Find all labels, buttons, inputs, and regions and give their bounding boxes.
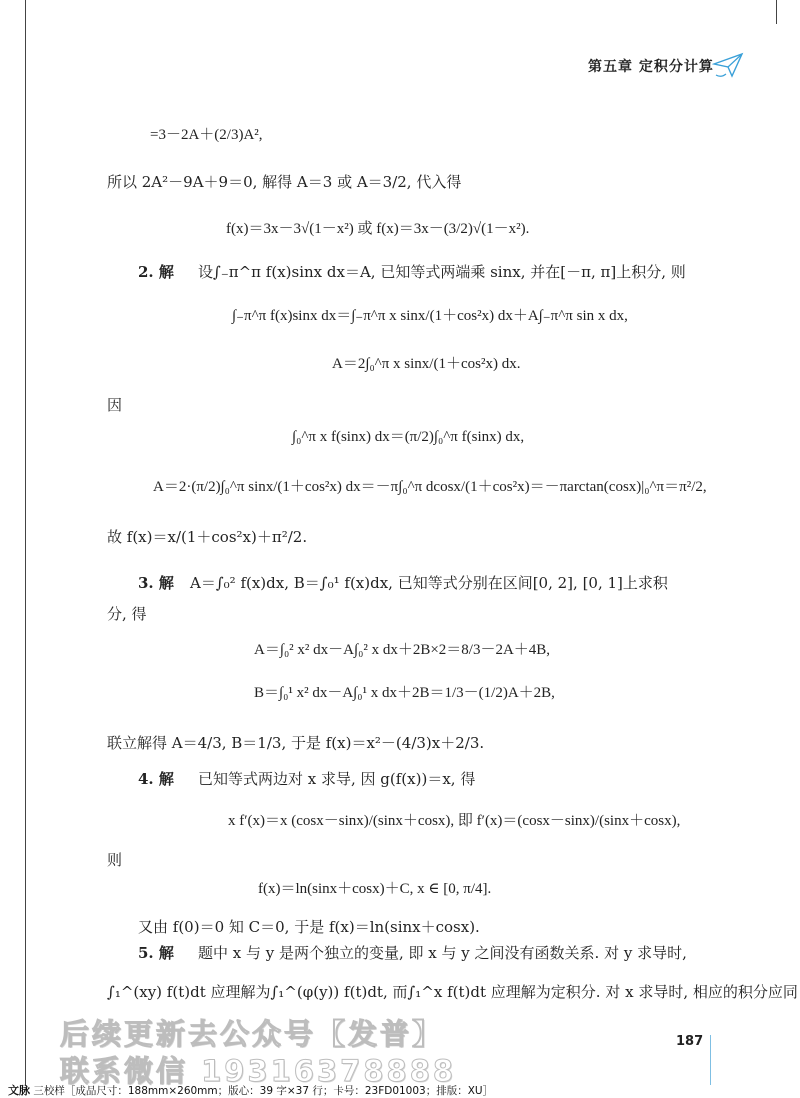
line-4-conclusion: 又由 f(0)＝0 知 C＝0, 于是 f(x)＝ln(sinx＋cosx). [138,918,480,936]
problem-4-label: 4. 解 [138,770,174,788]
line-4-derivative: x f′(x)＝x (cosx－sinx)/(sinx＋cosx), 即 f′(x)＝(cosx－sinx)/(sinx＋cosx), [228,813,681,829]
line-3-A: A＝∫₀² x² dx－A∫₀² x dx＋2B×2＝8/3－2A＋4B, [254,642,551,658]
problem-3-label: 3. 解 [138,574,174,592]
line-4-then: 则 [107,851,123,869]
line-2-symmetry: ∫₀^π x f(sinx) dx＝(π/2)∫₀^π f(sinx) dx, [292,429,525,445]
line-3-setup: A＝∫₀² f(x)dx, B＝∫₀¹ f(x)dx, 已知等式分别在区间[0, 2], [0, 1]上求积 [190,574,668,592]
problem-2-label: 2. 解 [138,263,174,281]
page-corner-line [776,0,777,24]
paper-plane-icon [712,50,744,80]
line-5-text-2: ∫₁^(xy) f(t)dt 应理解为∫₁^(φ(y)) f(t)dt, 而∫₁^x f(t)dt 应理解为定积分. 对 x 求导时, 相应的积分应同 [107,983,798,1001]
line-2-A-value: A＝2·(π/2)∫₀^π sinx/(1＋cos²x) dx＝－π∫₀^π dcosx/(1＋cos²x)＝－πarctan(cosx)|₀^π＝π²/2, [153,479,707,495]
imprint-brand: 文脉 [8,1084,30,1097]
line-3-B: B＝∫₀¹ x² dx－A∫₀¹ x dx＋2B＝1/3－(1/2)A＋2B, [254,685,555,701]
watermark-line-1: 后续更新去公众号【发普】 [60,1017,445,1051]
line-4-setup: 已知等式两边对 x 求导, 因 g(f(x))＝x, 得 [198,770,476,788]
print-imprint [8,1082,493,1098]
watermark-line-2: 联系微信 19316378888 [60,1054,457,1088]
line-2-conclusion: 故 f(x)＝x/(1＋cos²x)＋π²/2. [107,528,308,546]
line-2-setup: 设∫₋π^π f(x)sinx dx＝A, 已知等式两端乘 sinx, 并在[－π, π]上积分, 则 [198,263,686,281]
line-f-result-1: f(x)＝3x－3√(1－x²) 或 f(x)＝3x－(3/2)√(1－x²). [226,221,530,237]
chapter-header: 第五章 定积分计算 [588,59,714,75]
line-2-A: A＝2∫₀^π x sinx/(1＋cos²x) dx. [332,356,521,372]
line-3-setup-cont: 分, 得 [107,605,147,623]
line-quadratic: 所以 2A²－9A＋9＝0, 解得 A＝3 或 A＝3/2, 代入得 [107,173,462,191]
page-number: 187 [676,1034,704,1049]
line-eq-1: =3－2A＋(2/3)A², [150,127,263,143]
line-4-f: f(x)＝ln(sinx＋cosx)＋C, x ∈ [0, π/4]. [258,881,492,897]
imprint-text: 三校样［成品尺寸：188mm×260mm；版心：39 字×37 行；卡号：23FD01003；排版：XU］ [33,1085,494,1097]
footer-rule [710,1035,711,1085]
line-5-text-1: 题中 x 与 y 是两个独立的变量, 即 x 与 y 之间没有函数关系. 对 y 求导时, [198,944,687,962]
line-2-because: 因 [107,396,123,414]
page-border-line [25,0,26,1085]
line-3-conclusion: 联立解得 A＝4/3, B＝1/3, 于是 f(x)＝x²－(4/3)x＋2/3. [107,734,485,752]
problem-5-label: 5. 解 [138,944,174,962]
line-2-integral: ∫₋π^π f(x)sinx dx＝∫₋π^π x sinx/(1＋cos²x) dx＋A∫₋π^π sin x dx, [232,308,628,324]
